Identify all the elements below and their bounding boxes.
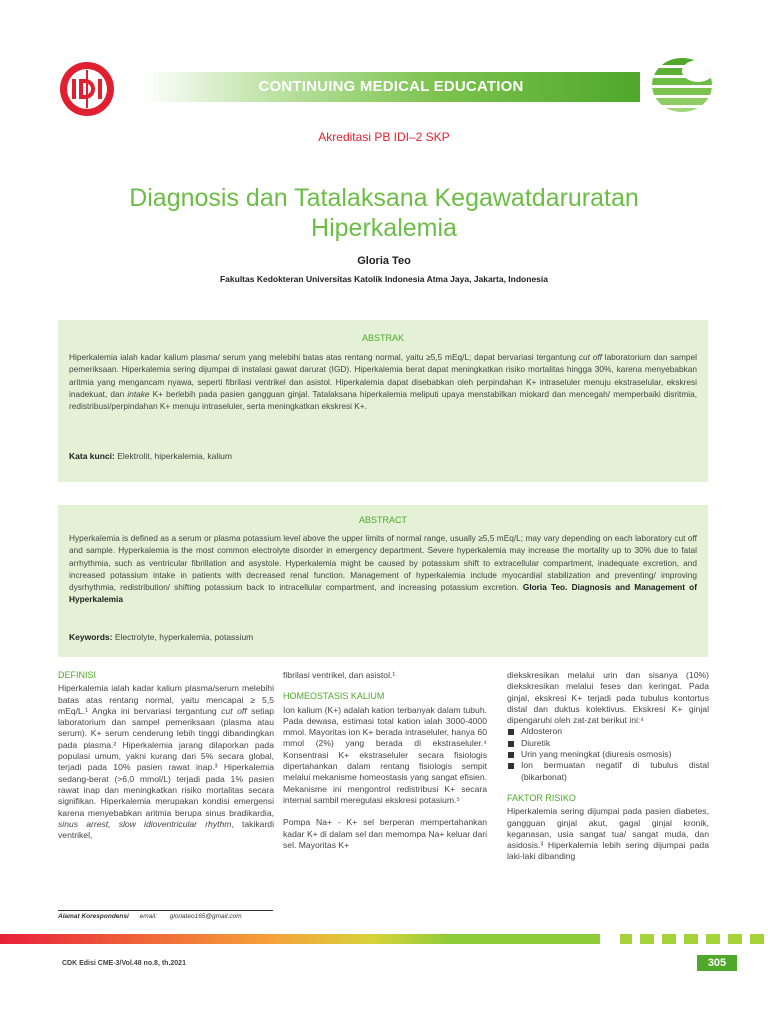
paragraph-text: setiap laboratorium dan sampel pemeriksaan (plasma atau serum). K+ serum cenderung lebih tinggi dibandingkan pada plasma.² Hiperkalemia jarang dilaporkan pada populasi umum, yakni kurang dari 5% secara global, terjadi pada 10% pasien rawat inap.³ Hiperkalemia sedang-berat (>6,0 mmol/L) terjadi pada 1% pasien rawat inap dan meningkatkan risiko mortalitas secara signifikan. Hiperkalemia merupakan kondisi emergensi karena menyebabkan aritmia berupa sinus bradikardia, <box>58 705 275 818</box>
abstract-text <box>69 532 697 606</box>
paragraph: diekskresikan melalui urin dan sisanya (10%) diekskresikan melalui feses dan keringat. Pada ginjal, ekskresi K+ terjadi pada tubulus kontortus distal dan duktus kolektivus. Ekskresi K+ ginjal dipengaruhi oleh zat-zat berikut ini:⁴ <box>507 670 709 726</box>
author-affiliation: Fakultas Kedokteran Universitas Katolik Indonesia Atma Jaya, Jakarta, Indonesia <box>219 274 548 284</box>
paragraph-text: , takikardi ventrikel, <box>58 818 274 841</box>
footer-color-bar <box>0 934 768 944</box>
divider <box>58 910 273 911</box>
paragraph-text: Hiperkalemia ialah kadar kalium plasma/serum melebihi batas atas rentang normal, yaitu mencapai ≥ 5,5 mEq/L.¹ Angka ini bervariasi tergantung <box>58 683 274 716</box>
abstract-citation: Gloria Teo. Diagnosis and Management of Hyperkalemia <box>69 582 697 605</box>
list-item: Diuretik <box>507 738 709 749</box>
idi-logo <box>58 60 116 118</box>
title-line-2: Hiperkalemia <box>311 214 457 242</box>
keywords-label: Kata kunci: <box>69 451 115 461</box>
abstrak-keywords <box>69 451 232 461</box>
page-number: 305 <box>697 955 737 971</box>
section-heading-definisi: DEFINISI <box>58 670 97 680</box>
abstract-keywords <box>69 632 253 642</box>
paragraph <box>58 683 274 841</box>
email-label: email: <box>139 913 157 920</box>
paragraph: Pompa Na+ - K+ sel berperan mempertahankan kadar K+ di dalam sel dan memompa Na+ keluar dari sel. Mayoritas K+ <box>283 817 487 850</box>
abstract-text-part: Hyperkalemia is defined as a serum or plasma potassium level above the upper limits of normal range, usually ≥5,5 mEq/L; may vary depending on each laboratory cut off and sample. Hyperkalemia is the most common electrolyte disorder in emergency department. Severe hyperkalemia may increase the mortality up to 30% due to fatal arrhythmia, such as ventricular fibrillation and asystole. Hyperkalemia might be caused by potassium shift to extracellular compartment, inadequate excretion, and increased potassium intake in patients with decreased renal function. Management of hyperkalemia include myocardial stabilization and preventing/ improving dysrhythmia, redistribution/ shifting potassium back to intracellular compartment, and increasing potassium excretion. <box>69 533 697 593</box>
paragraph: fibrilasi ventrikel, dan asistol.¹ <box>283 670 396 680</box>
body-column-1 <box>58 670 274 841</box>
accreditation-label: Akreditasi PB IDI–2 SKP <box>318 130 450 144</box>
title-line-1: Diagnosis dan Tatalaksana Kegawatdaruratan <box>129 184 639 212</box>
cme-banner-title: CONTINUING MEDICAL EDUCATION <box>258 78 524 95</box>
correspondence-label: Alamat Korespondensi <box>58 913 129 920</box>
body-column-2 <box>283 670 487 851</box>
bullet-list <box>507 726 709 782</box>
journal-citation: CDK Edisi CME-3/Vol.48 no.8, th.2021 <box>62 960 186 967</box>
abstrak-text-part: K+ berlebih pada pasien gangguan ginjal. Tatalaksana hiperkalemia meliputi upaya menstabilkan miokard dan mencegah/ memperbaiki disritmia, redistribusi/perpindahan K+ menuju intraseluler, serta meningkatkan ekskresi K+. <box>69 388 697 412</box>
abstrak-text-part: laboratorium dan sampel pemeriksaan. Hiperkalemia sering dijumpai di instalasi gawat darurat (IGD). Hiperkalemia berat dapat meningkatkan risiko mortalitas hingga 30%, karena menyebabkan aritmia yang mengancam nyawa, seperti fibrilasi ventrikel dan asistol. Hiperkalemia dapat disebabkan oleh perpindahan K+ intraseluler menuju ekstraselular, ekskresi inadekuat, dan <box>69 352 697 399</box>
abstract-box <box>58 505 708 657</box>
abstrak-heading: ABSTRAK <box>361 333 404 343</box>
paragraph-italic: sinus arrest, slow idioventricular rhythm <box>58 818 232 829</box>
author-name: Gloria Teo <box>357 255 411 267</box>
keywords-label: Keywords: <box>69 632 113 642</box>
list-item: Ion bermuatan negatif di tubulus distal (bikarbonat) <box>507 760 709 783</box>
globe-logo-icon <box>648 55 716 115</box>
list-item: Urin yang meningkat (diuresis osmosis) <box>507 749 709 760</box>
abstrak-text-italic: cut off <box>578 352 602 362</box>
keywords-text: Electrolyte, hyperkalemia, potassium <box>112 632 254 642</box>
paragraph-italic: cut off <box>221 705 247 716</box>
article-title <box>70 183 698 243</box>
section-heading-faktor-risiko: FAKTOR RISIKO <box>507 792 576 803</box>
keywords-text: Elektrolit, hiperkalemia, kalium <box>114 451 232 461</box>
paragraph: Ion kalium (K+) adalah kation terbanyak dalam tubuh. Pada dewasa, estimasi total kation ialah 3000-4000 mmol. Mayoritas ion K+ berada intraseluler, hanya 60 mmol (2%) yang berada di ekstraseluler.⁴ Konsentrasi K+ ekstraseluler secara fisiologis dipertahankan dalam rentang fisiologis sempit melalui mekanisme homeostasis yang sangat efisien. Mekanisme ini mengontrol redistribusi K+ secara internal sambil meregulasi ekskresi potasium.⁵ <box>283 704 487 805</box>
list-item: Aldosteron <box>507 726 709 737</box>
body-column-3 <box>507 670 709 863</box>
correspondence <box>58 913 242 920</box>
abstract-heading: ABSTRACT <box>358 515 407 525</box>
abstrak-box <box>58 320 708 482</box>
abstrak-text <box>69 351 697 412</box>
email-address: gloriateo165@gmail.com <box>169 913 242 920</box>
abstrak-text-part: Hiperkalemia ialah kadar kalium plasma/ serum yang melebihi batas atas rentang normal, yaitu ≥5,5 mEq/L; dapat bervariasi tergantung <box>69 352 579 362</box>
abstrak-text-italic: intake <box>127 388 150 399</box>
section-heading-homeostasis: HOMEOSTASIS KALIUM <box>283 691 385 702</box>
paragraph: Hiperkalemia sering dijumpai pada pasien diabetes, gangguan ginjal akut, gagal ginjal kronik, keganasan, usia sangat tua/ sangat muda, dan asidosis.³ Hiperkalemia lebih sering dijumpai pada laki-laki dibanding <box>507 806 709 862</box>
